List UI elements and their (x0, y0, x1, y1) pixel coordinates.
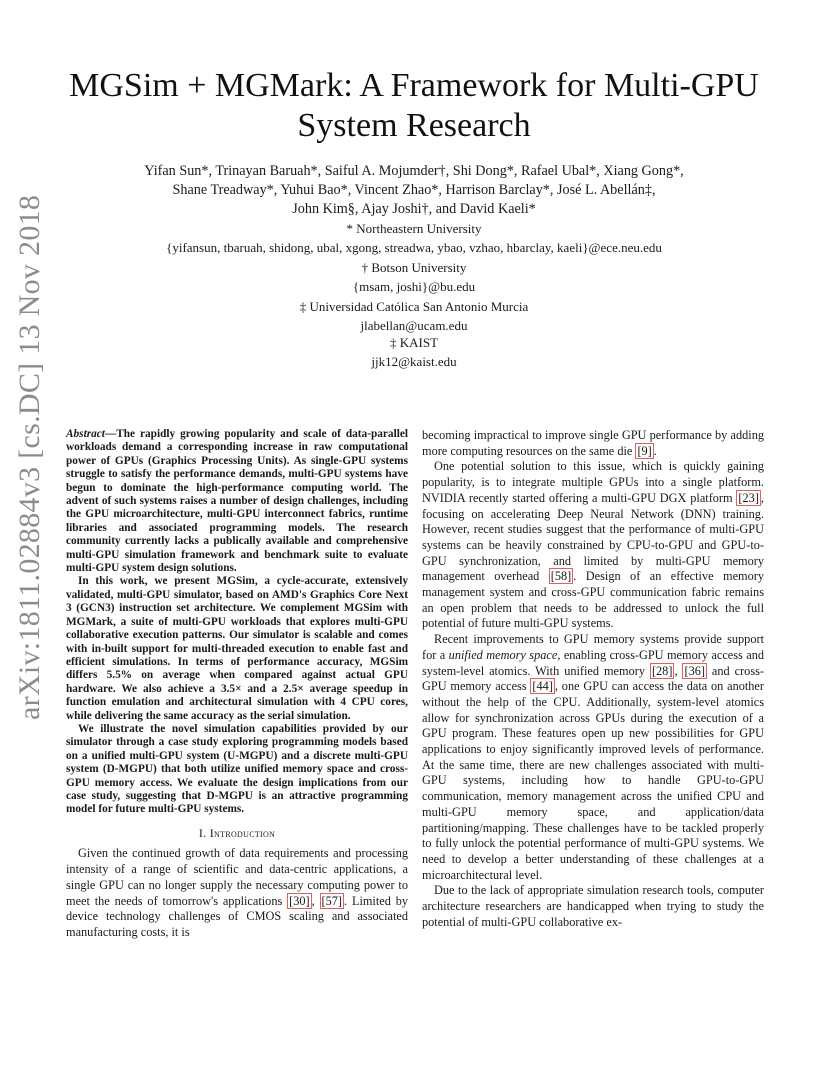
citation-link[interactable]: [28] (651, 663, 673, 678)
title-line-2: System Research (297, 107, 531, 144)
section-title: Introduction (209, 825, 276, 840)
affiliation-kaist (60, 334, 768, 370)
continued-paragraph: becoming impractical to improve single GPU performance by adding more computing resources on the same die [9] . (422, 428, 764, 458)
title-line-1: MGSim + MGMark: A Framework for Multi-GPU (69, 67, 759, 104)
citation-link[interactable]: [23] (738, 490, 759, 505)
affiliation-northeastern (60, 220, 768, 256)
affiliation-boston (60, 259, 768, 295)
affiliation-name: * Northeastern University (346, 221, 482, 236)
affiliation-email[interactable]: {msam, joshi}@bu.edu (352, 279, 476, 294)
citation-link[interactable]: [36] (684, 663, 705, 678)
author-line-1: Yifan Sun*, Trinayan Baruah*, Saiful A. Mojumder†, Shi Dong*, Rafael Ubal*, Xiang Gong*, (144, 163, 684, 179)
affiliation-email[interactable]: jlabellan@ucam.edu (360, 318, 468, 333)
intro-paragraph-3: Recent improvements to GPU memory systems provide support for a unified memory space, enabling cross-GPU memory access and system-level atomics. With unified memory [28] , [36] and cross-GPU memory access [44] , one GPU can access the data on another without the help of the CPU. Additionally, system-level atomics allow for synchronization across GPUs during the execution of a GPU program. These features open up new possibilities for GPU applications to enjoy significantly improved levels of performance. At the same time, there are new challenges associated with multi-GPU systems, including how to handle GPU-to-GPU communication, memory management across the unified CPU and multi-GPU memory space, and application/data partitioning/mapping. These challenges have to be tackled properly to fully unlock the potential performance of multi-GPU systems. We need to develop a better understanding of these challenges at a microarchitectural level. (422, 632, 764, 882)
intro-paragraph-1: Given the continued growth of data requirements and processing intensity of a range of scientific and data-centric applications, a single GPU can no longer supply the necessary computing power to meet the needs of tomorrow's applications [30] , [57] . Limited by device technology challenges of CMOS scaling and associated manufacturing costs, it is (66, 846, 409, 939)
arxiv-identifier-stamp: arXiv:1811.02884v3 [cs.DC] 13 Nov 2018 (13, 194, 46, 720)
abstract (66, 428, 408, 817)
affiliation-email[interactable]: jjk12@kaist.edu (371, 354, 457, 369)
affiliation-name: ‡ KAIST (389, 335, 439, 350)
left-column (66, 428, 408, 941)
citation-link[interactable]: [44] (532, 679, 553, 694)
emphasis-term: unified memory space (448, 647, 558, 662)
citation-link[interactable]: [30] (289, 893, 310, 908)
abstract-paragraph-2: In this work, we present MGSim, a cycle-accurate, extensively validated, multi-GPU simulator, based on AMD's Graphics Core Next 3 (GCN3) instruction set architecture. We complement MGSim with MGMark, a suite of multi-GPU workloads that explores multi-GPU collaborative execution patterns. Our simulator is scalable and comes with in-built support for multi-threaded execution to enable fast and efficient simulations. In terms of performance accuracy, MGSim differs 5.5% on average when compared against actual GPU hardware. We also achieve a 3.5× and a 2.5× average speedup in function emulation and architectural simulation with 4 CPU cores, while delivering the same accuracy as the serial simulation. (66, 575, 408, 722)
paper-title (40, 66, 788, 146)
author-line-2: Shane Treadway*, Yuhui Bao*, Vincent Zhao*, Harrison Barclay*, José L. Abellán‡, (172, 182, 656, 198)
citation-link[interactable]: [57] (321, 893, 343, 908)
author-list (60, 162, 768, 219)
abstract-paragraph-3: We illustrate the novel simulation capabilities provided by our simulator through a case study exploring programming models based on a unified multi-GPU system (U-MGPU) and a discrete multi-GPU system (D-MGPU) that both utilize unified memory space and cross-GPU memory access. We evaluate the design implications from our case study, suggesting that D-MGPU is an attractive programming model for future multi-GPU systems. (66, 722, 408, 816)
section-heading-introduction (66, 826, 408, 842)
author-line-3: John Kim§, Ajay Joshi†, and David Kaeli* (292, 201, 536, 217)
intro-paragraph-2: One potential solution to this issue, which is quickly gaining popularity, is to integrate multiple GPUs into a single platform. NVIDIA recently started offering a multi-GPU DGX platform [23] , focusing on accelerating Deep Neural Network (DNN) training. However, recent studies suggest that the performance of multi-GPU systems can be heavily constrained by CPU-to-GPU and GPU-to-GPU synchronization, and limited by multi-GPU memory management overhead [58] . Design of an effective memory management system and cross-GPU communication fabric remains an open problem that needs to be addressed to unlock the full potential of future multi-GPU systems. (422, 459, 764, 631)
affiliation-name: † Botson University (361, 260, 467, 275)
affiliation-name: ‡ Universidad Católica San Antonio Murcia (299, 299, 529, 314)
abstract-paragraph-1: Abstract—The rapidly growing popularity and scale of data-parallel workloads demand a corresponding increase in raw computational power of GPUs (Graphics Processing Units). As single-GPU systems struggle to satisfy the performance demands, multi-GPU systems have begun to dominate the high-performance computing world. The advent of such systems raises a number of design challenges, including the GPU microarchitecture, multi-GPU interconnect fabrics, runtime libraries and associated programming models. The research community currently lacks a publically available and comprehensive multi-GPU simulation framework and benchmark suite to evaluate multi-GPU system design solutions. (66, 428, 408, 575)
citation-link[interactable]: [58] (550, 569, 572, 584)
citation-link[interactable]: [9] (637, 443, 652, 458)
affiliation-ucam (60, 298, 768, 334)
intro-paragraph-4: Due to the lack of appropriate simulation research tools, computer architecture researchers are handicapped when trying to study the potential of multi-GPU collaborative ex- (422, 883, 764, 929)
affiliation-email[interactable]: {yifansun, tbaruah, shidong, ubal, xgong, streadwa, ybao, vzhao, hbarclay, kaeli}@ece.neu.edu (166, 240, 662, 255)
abstract-lead: Abstract (66, 428, 105, 440)
section-number: I. (198, 825, 207, 840)
right-column (422, 428, 764, 931)
